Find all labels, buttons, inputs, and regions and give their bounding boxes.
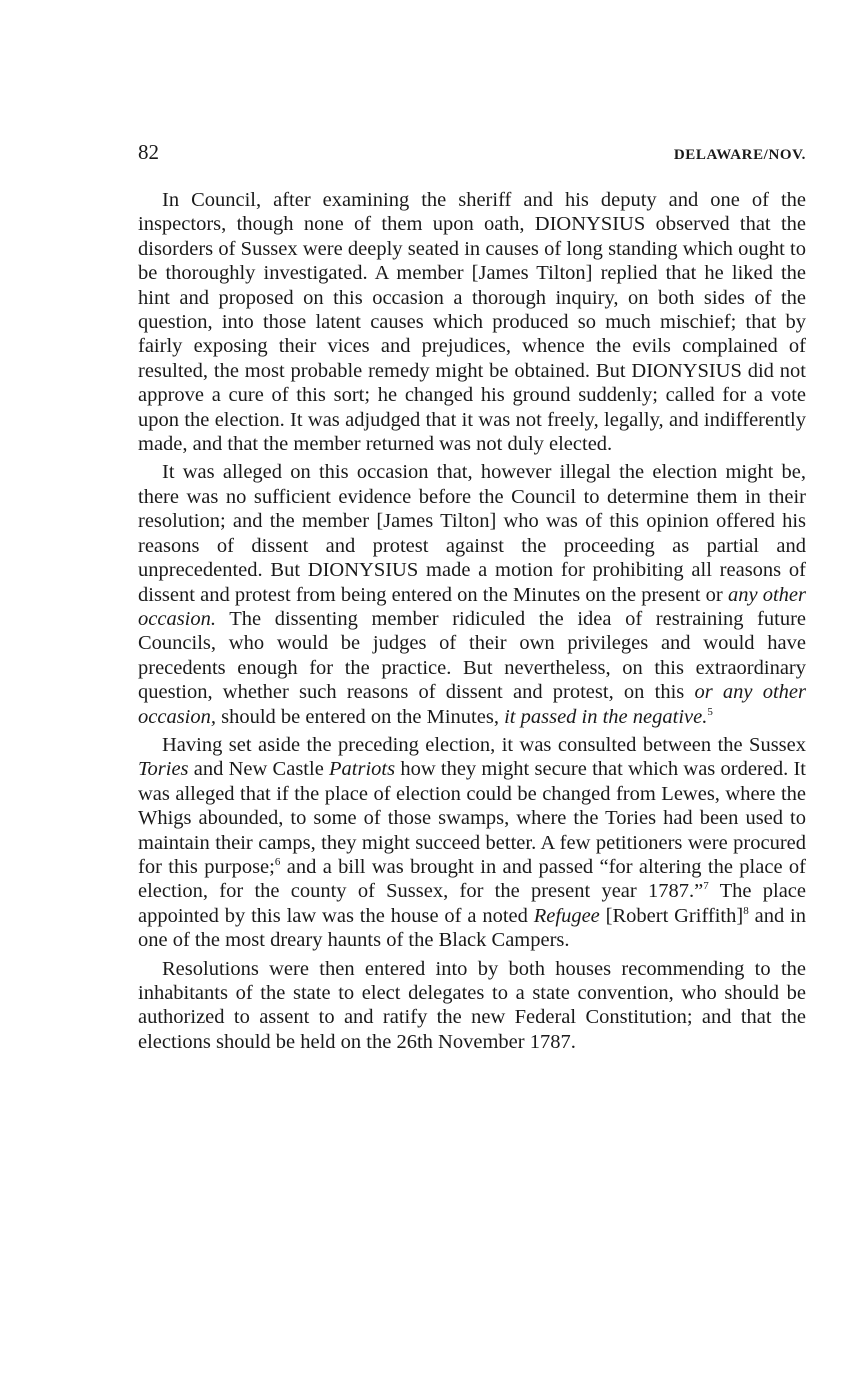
footnote-ref-8: 8	[743, 904, 749, 917]
italic-run: or any other occasion,	[138, 681, 806, 728]
paragraph-2	[138, 460, 806, 728]
italic-run: Refugee	[533, 904, 600, 927]
footnote-ref-7: 7	[703, 880, 709, 893]
text-run: and New Castle	[188, 758, 330, 781]
text-run: The dissenting member ridiculed the idea of restraining future Councils, who would be judges of their own privileges and would have precedents enough for the practice. But nevertheless, on this extraordinary question, whether such reasons of dissent and protest, on this	[138, 607, 806, 704]
footnote-ref-5: 5	[707, 705, 713, 718]
text-run: Having set aside the preceding election, it was consulted between the Sussex	[162, 733, 806, 756]
text-run: [Robert Griffith]	[599, 904, 744, 927]
paragraph-4: Resolutions were then entered into by both houses recommending to the inhabitants of the state to elect delegates to a state convention, who should be authorized to assent to and ratify the new Federal Constitution; and that the elections should be held on the 26th November 1787.	[138, 957, 806, 1053]
body-text	[138, 188, 806, 1058]
paragraph-3	[138, 733, 806, 953]
italic-run: it passed in the negative.	[504, 705, 708, 728]
page-number: 82	[138, 140, 159, 164]
footnote-ref-6: 6	[274, 855, 281, 868]
text-run: and in one of the most dreary haunts of the Black Campers.	[138, 904, 807, 952]
italic-run: Tories	[138, 758, 189, 781]
running-head: DELAWARE/NOV.	[673, 147, 806, 163]
text-run: and a bill was brought in and passed “for altering the place of election, for the county of Sussex, for the present year 1787.”	[138, 855, 806, 903]
italic-run: any other occasion.	[138, 583, 806, 630]
text-run: should be entered on the Minutes,	[216, 705, 505, 728]
text-run: The place appointed by this law was the house of a noted	[138, 880, 806, 927]
text-run: It was alleged on this occasion that, however illegal the election might be, there was no sufficient evidence before the Council to determine them in their resolution; and the member [James Tilton] who was of this opinion offered his reasons of dissent and protest against the proceeding as partial and unprecedented. But DIONYSIUS made a motion for prohibiting all reasons of dissent and protest from being entered on the Minutes on the present or	[138, 461, 806, 606]
paragraph-1: In Council, after examining the sheriff and his deputy and one of the inspectors, though none of them upon oath, DIONYSIUS observed that the disorders of Sussex were deeply seated in causes of long standing which ought to be thoroughly investigated. A member [James Tilton] replied that he liked the hint and proposed on this occasion a thorough inquiry, on both sides of the question, into those latent causes which produced so much mischief; that by fairly exposing their vices and prejudices, whence the evils complained of resulted, the most probable remedy might be obtained. But DIONYSIUS did not approve a cure of this sort; he changed his ground suddenly; called for a vote upon the election. It was adjudged that it was not freely, legally, and indifferently made, and that the member returned was not duly elected.	[138, 189, 806, 456]
text-run: how they might secure that which was ordered. It was alleged that if the place of election could be changed from Lewes, where the Whigs abounded, to some of those swamps, where the Tories had been used to maintain their camps, they might succeed better. A few petitioners were procured for this purpose;	[138, 758, 806, 878]
italic-run: Patriots	[329, 758, 396, 781]
page-header	[138, 140, 806, 170]
